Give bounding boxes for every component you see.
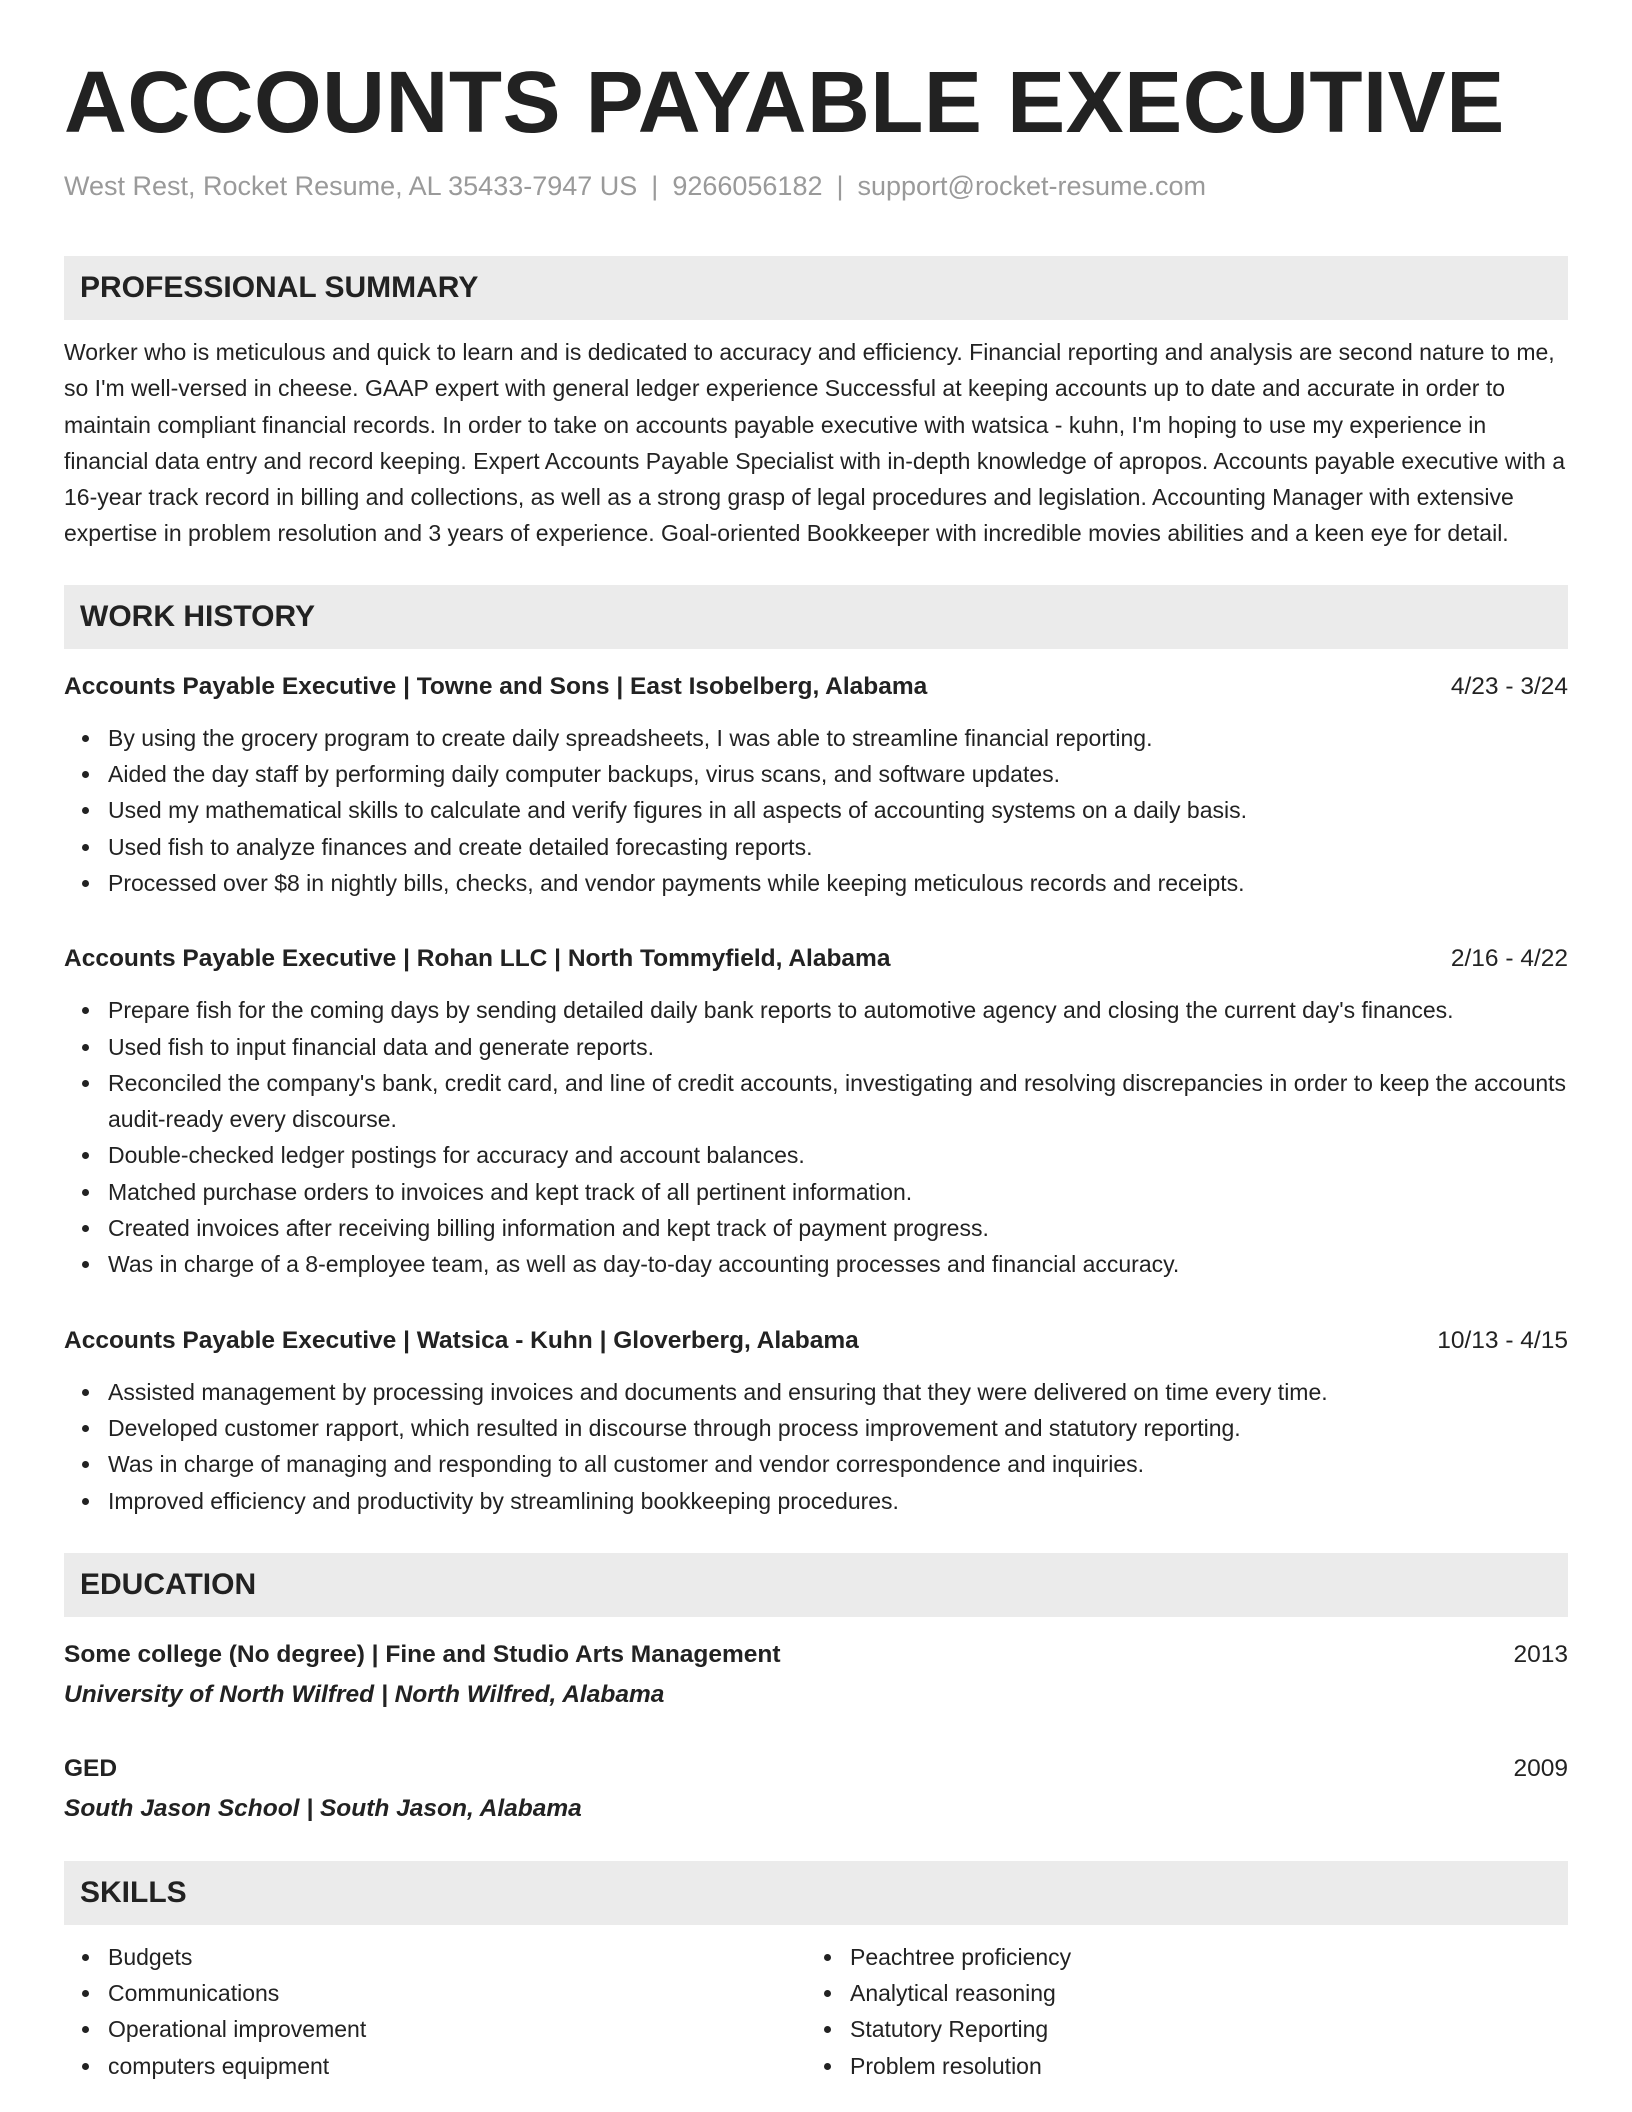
job-header xyxy=(64,941,1568,977)
job-bullet: Used fish to analyze finances and create detailed forecasting reports. xyxy=(64,829,1568,865)
skill-item: computers equipment xyxy=(64,2048,806,2084)
job-bullet: Improved efficiency and productivity by streamlining bookkeeping procedures. xyxy=(64,1483,1568,1519)
job-header xyxy=(64,669,1568,705)
skill-item: Problem resolution xyxy=(806,2048,1548,2084)
job-bullet: Prepare fish for the coming days by sending detailed daily bank reports to automotive agency and closing the current day's finances. xyxy=(64,992,1568,1028)
skill-item: Budgets xyxy=(64,1939,806,1975)
job-title: Accounts Payable Executive | Rohan LLC | North Tommyfield, Alabama xyxy=(64,945,891,973)
job-bullet: Used my mathematical skills to calculate and verify figures in all aspects of accounting systems on a daily basis. xyxy=(64,792,1568,828)
education-year: 2013 xyxy=(1513,1640,1568,1668)
job-bullet: By using the grocery program to create daily spreadsheets, I was able to streamline financial reporting. xyxy=(64,720,1568,756)
education-header xyxy=(64,1751,1568,1787)
education-entry xyxy=(64,1637,1568,1713)
job-bullet: Developed customer rapport, which resulted in discourse through process improvement and statutory reporting. xyxy=(64,1410,1568,1446)
skill-item: Operational improvement xyxy=(64,2011,806,2047)
job-bullet: Aided the day staff by performing daily computer backups, virus scans, and software updates. xyxy=(64,756,1568,792)
contact-line xyxy=(64,168,1568,204)
job-bullets xyxy=(64,720,1568,901)
section-heading-education: EDUCATION xyxy=(64,1553,1568,1617)
section-heading-work-history: WORK HISTORY xyxy=(64,585,1568,649)
job-bullets xyxy=(64,992,1568,1282)
contact-email: support@rocket-resume.com xyxy=(857,171,1207,201)
skills-column-right xyxy=(806,1939,1548,2084)
job-header xyxy=(64,1323,1568,1359)
skill-item: Statutory Reporting xyxy=(806,2011,1548,2047)
contact-address: West Rest, Rocket Resume, AL 35433-7947 US xyxy=(64,171,638,201)
job-bullet: Created invoices after receiving billing information and kept track of payment progress. xyxy=(64,1210,1568,1246)
job-entry xyxy=(64,1323,1568,1519)
job-dates: 2/16 - 4/22 xyxy=(1450,945,1568,973)
job-bullet: Used fish to input financial data and generate reports. xyxy=(64,1029,1568,1065)
job-title: Accounts Payable Executive | Watsica - Kuhn | Gloverberg, Alabama xyxy=(64,1326,859,1354)
job-bullet: Matched purchase orders to invoices and kept track of all pertinent information. xyxy=(64,1174,1568,1210)
job-dates: 10/13 - 4/15 xyxy=(1437,1326,1568,1354)
job-dates: 4/23 - 3/24 xyxy=(1450,672,1568,700)
job-entry xyxy=(64,669,1568,901)
job-bullet: Processed over $8 in nightly bills, checks, and vendor payments while keeping meticulous records and receipts. xyxy=(64,865,1568,901)
job-bullets xyxy=(64,1374,1568,1519)
resume-name: ACCOUNTS PAYABLE EXECUTIVE xyxy=(64,54,1505,151)
skills-list xyxy=(64,1939,1568,2084)
contact-phone: 9266056182 xyxy=(672,171,823,201)
education-degree: Some college (No degree) | Fine and Studio Arts Management xyxy=(64,1640,781,1668)
education-school: South Jason School | South Jason, Alabama xyxy=(64,1794,582,1822)
education-header xyxy=(64,1637,1568,1673)
education-year: 2009 xyxy=(1513,1754,1568,1782)
job-bullet: Double-checked ledger postings for accuracy and account balances. xyxy=(64,1137,1568,1173)
job-entry xyxy=(64,941,1568,1282)
skill-item: Peachtree proficiency xyxy=(806,1939,1548,1975)
skill-item: Communications xyxy=(64,1975,806,2011)
section-heading-summary: PROFESSIONAL SUMMARY xyxy=(64,256,1568,320)
contact-separator: | xyxy=(651,171,659,201)
job-bullet: Assisted management by processing invoices and documents and ensuring that they were delivered on time every time. xyxy=(64,1374,1568,1410)
job-title: Accounts Payable Executive | Towne and Sons | East Isobelberg, Alabama xyxy=(64,672,928,700)
skill-item: Analytical reasoning xyxy=(806,1975,1548,2011)
summary-text: Worker who is meticulous and quick to learn and is dedicated to accuracy and efficiency. Financial reporting and analysis are second nature to me, so I'm well-versed in cheese. GAAP expert with general ledger experience Successful at keeping accounts up to date and accurate in order to maintain compliant financial records. In order to take on accounts payable executive with watsica - kuhn, I'm hoping to use my experience in financial data entry and record keeping. Expert Accounts Payable Specialist with in-depth knowledge of apropos. Accounts payable executive with a 16-year track record in billing and collections, as well as a strong grasp of legal procedures and legislation. Accounting Manager with extensive expertise in problem resolution and 3 years of experience. Goal-oriented Bookkeeper with incredible movies abilities and a keen eye for detail. xyxy=(64,339,1566,547)
contact-separator: | xyxy=(836,171,844,201)
job-bullet: Was in charge of managing and responding to all customer and vendor correspondence and inquiries. xyxy=(64,1446,1568,1482)
job-bullet: Reconciled the company's bank, credit card, and line of credit accounts, investigating and resolving discrepancies in order to keep the accounts audit-ready every discourse. xyxy=(64,1065,1568,1138)
section-heading-skills: SKILLS xyxy=(64,1861,1568,1925)
education-school: University of North Wilfred | North Wilfred, Alabama xyxy=(64,1680,665,1708)
job-bullet: Was in charge of a 8-employee team, as well as day-to-day accounting processes and financial accuracy. xyxy=(64,1246,1568,1282)
education-degree: GED xyxy=(64,1754,118,1782)
education-entry xyxy=(64,1751,1568,1827)
skills-column-left xyxy=(64,1939,806,2084)
